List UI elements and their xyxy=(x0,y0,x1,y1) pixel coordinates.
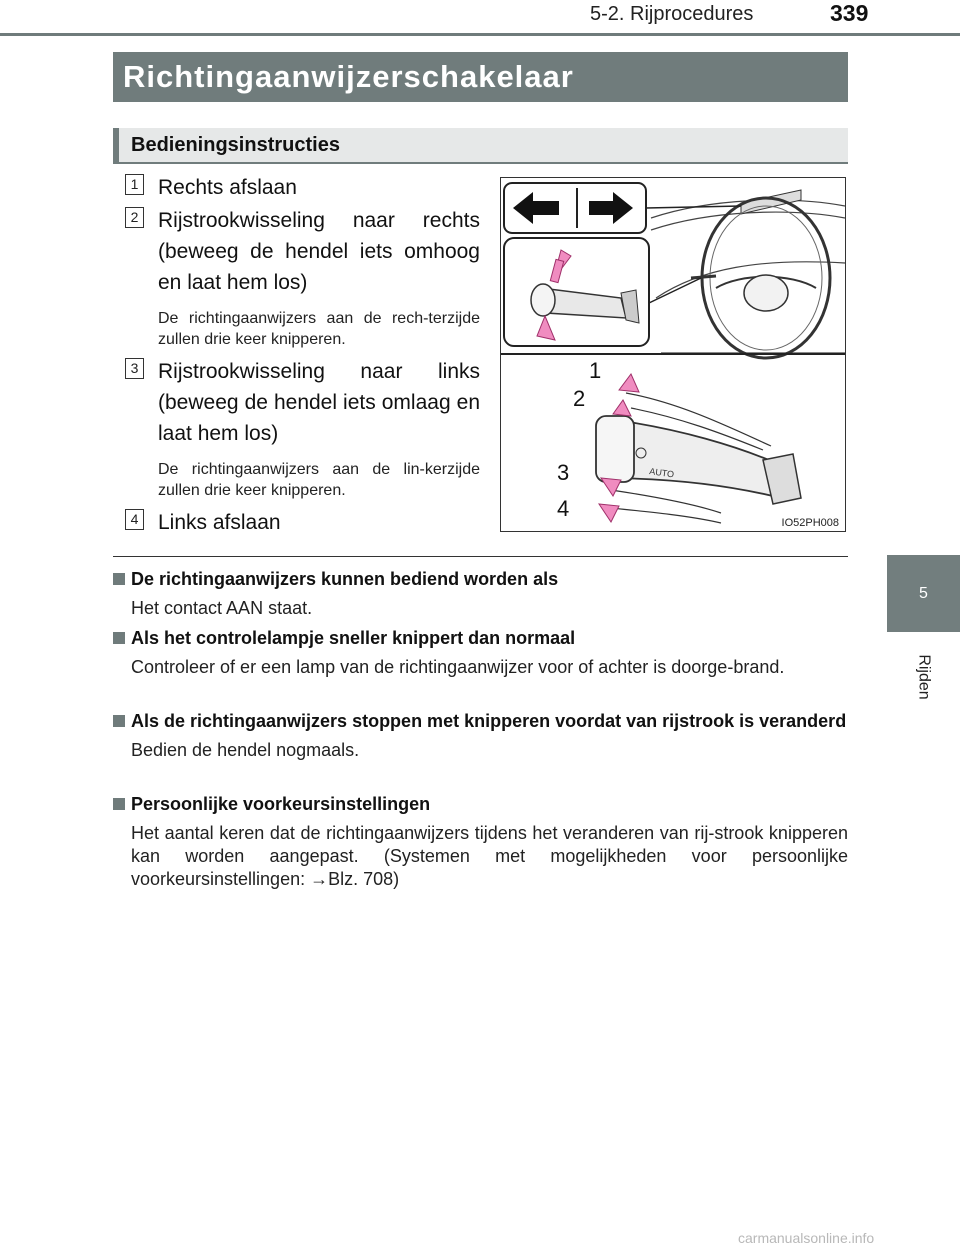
step-note: De richtingaanwijzers aan de rech-terzijde zullen drie keer knipperen. xyxy=(158,310,480,348)
note-4 xyxy=(113,793,848,891)
step-3 xyxy=(125,356,480,501)
step-4 xyxy=(125,507,480,538)
bullet-square-icon xyxy=(113,798,125,810)
section-divider xyxy=(113,556,848,557)
step-number: 1 xyxy=(125,174,144,195)
chapter-tab-number[interactable] xyxy=(887,555,960,632)
chapter-number: 5 xyxy=(919,584,928,602)
header-rule xyxy=(0,33,960,36)
note-2 xyxy=(113,627,848,679)
note-3 xyxy=(113,710,848,762)
lever-auto-label: AUTO xyxy=(648,466,675,480)
side-tab-spacer xyxy=(887,36,960,555)
note-body: Het aantal keren dat de richtingaanwijzers tijdens het veranderen van rij-strook knipperen kan worden aangepast. (Systemen met mogelijkheden voor persoonlijke voorkeursinstellingen: →Blz. 708) xyxy=(131,823,848,889)
watermark: carmanualsonline.info xyxy=(738,1230,875,1246)
note-heading: De richtingaanwijzers kunnen bediend worden als xyxy=(113,568,848,591)
bullet-square-icon xyxy=(113,573,125,585)
callout-1: 1 xyxy=(589,358,602,383)
step-number: 4 xyxy=(125,509,144,530)
note-body: Controleer of er een lamp van de richtingaanwijzer voor of achter is doorge-brand. xyxy=(131,657,785,677)
note-body: Bedien de hendel nogmaals. xyxy=(131,740,360,760)
step-text: Rijstrookwisseling naar links (beweeg de hendel iets omlaag en laat hem los) xyxy=(158,360,480,445)
chapter-tab-label xyxy=(887,632,960,722)
indicator-strip xyxy=(741,190,801,214)
callout-2: 2 xyxy=(573,386,586,411)
note-1 xyxy=(113,568,848,620)
step-text: Rijstrookwisseling naar rechts (beweeg de hendel iets omhoog en laat hem los) xyxy=(158,209,480,294)
step-note: De richtingaanwijzers aan de lin-kerzijde zullen drie keer knipperen. xyxy=(158,461,480,499)
step-text: Rechts afslaan xyxy=(158,176,297,199)
page-title: Richtingaanwijzerschakelaar xyxy=(113,52,848,102)
step-number: 2 xyxy=(125,207,144,228)
page-number: 339 xyxy=(830,0,869,26)
turn-signal-figure xyxy=(500,177,846,532)
note-heading: Als het controlelampje sneller knippert dan normaal xyxy=(113,627,848,650)
arrow-down-4-icon xyxy=(599,504,619,522)
step-1 xyxy=(125,172,480,203)
arrow-up-2-icon xyxy=(613,400,631,416)
note-heading: Persoonlijke voorkeursinstellingen xyxy=(113,793,848,816)
callout-4: 4 xyxy=(557,496,570,521)
step-number: 3 xyxy=(125,358,144,379)
figure-code: IO52PH008 xyxy=(781,517,839,529)
bullet-square-icon xyxy=(113,632,125,644)
chapter-label: Rijden xyxy=(915,654,933,700)
note-heading: Als de richtingaanwijzers stoppen met knipperen voordat van rijstrook is veranderd xyxy=(113,710,848,733)
bullet-square-icon xyxy=(113,715,125,727)
callout-3: 3 xyxy=(557,460,570,485)
arrow-down-3-icon xyxy=(601,478,621,496)
step-text: Links afslaan xyxy=(158,511,281,534)
side-tab-spacer-bottom xyxy=(887,722,960,1250)
note-body: Het contact AAN staat. xyxy=(131,598,313,618)
header-section: 5-2. Rijprocedures xyxy=(590,3,754,25)
arrow-up-1-icon xyxy=(619,374,639,392)
step-2 xyxy=(125,205,480,350)
turn-signal-illustration xyxy=(501,178,845,531)
section-subtitle: Bedieningsinstructies xyxy=(113,128,848,164)
